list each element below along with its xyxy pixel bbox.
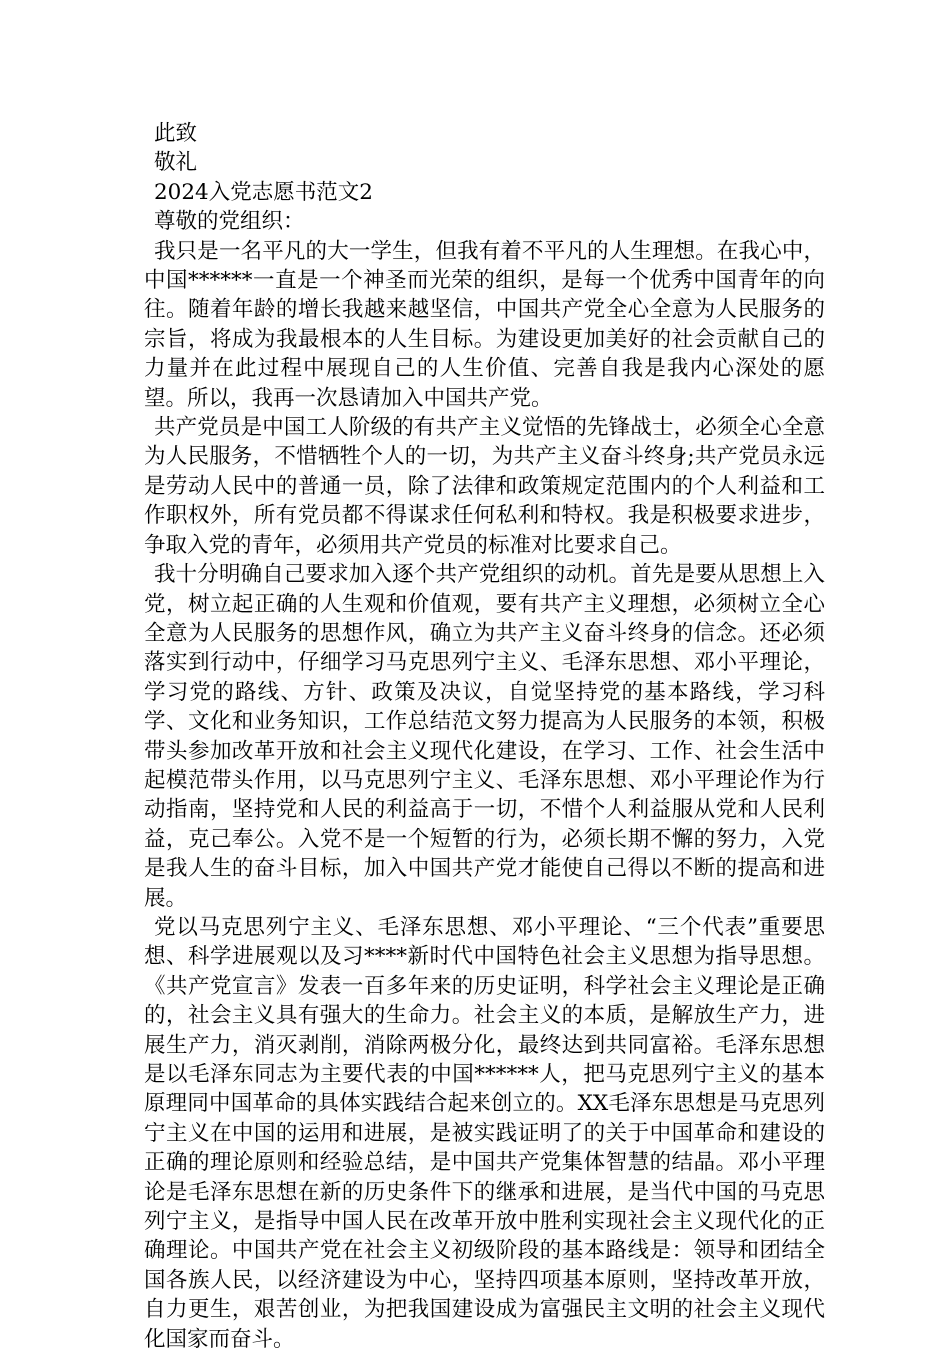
paragraph-2: 共产党员是中国工人阶级的有共产主义觉悟的先锋战士，必须全心全意为人民服务，不惜牺牲个人的一切，为共产主义奋斗终身;共产党员永远是劳动人民中的普通一员，除了法律和政策规定范围内的个人利益和工作职权外，所有党员都不得谋求任何私利和特权。我是积极要求进步，争取入党的青年，必须用共产党员的标准对比要求自己。 (144, 415, 825, 558)
paragraph-3: 我十分明确自己要求加入逐个共产党组织的动机。首先是要从思想上入党，树立起正确的人生观和价值观，要有共产主义理想，必须树立全心全意为人民服务的思想作风，确立为共产主义奋斗终身的信念。还必须落实到行动中，仔细学习马克思列宁主义、毛泽东思想、邓小平理论，学习党的路线、方针、政策及决议，自觉坚持党的基本路线，学习科学、文化和业务知识，工作总结范文努力提高为人民服务的本领，积极带头参加改革开放和社会主义现代化建设，在学习、工作、社会生活中起模范带头作用，以马克思列宁主义、毛泽东思想、邓小平理论作为行动指南，坚持党和人民的利益高于一切，不惜个人利益服从党和人民利益，克己奉公。入党不是一个短暂的行为，必须长期不懈的努力，入党是我人生的奋斗目标，加入中国共产党才能使自己得以不断的提高和进展。 (144, 562, 825, 911)
section-title: 2024入党志愿书范文2 (154, 179, 373, 205)
closing-salutation-1: 此致 (154, 121, 198, 146)
paragraph-1: 我只是一名平凡的大一学生，但我有着不平凡的人生理想。在我心中，中国******一直是一个神圣而光荣的组织，是每一个优秀中国青年的向往。随着年龄的增长我越来越坚信，中国共产党全心全意为人民服务的宗旨，将成为我最根本的人生目标。为建设更加美好的社会贡献自己的力量并在此过程中展现自己的人生价值、完善自我是我内心深处的愿望。所以，我再一次恳请加入中国共产党。 (144, 238, 825, 411)
closing-salutation-2: 敬礼 (154, 150, 198, 176)
document-page (144, 119, 825, 1354)
paragraph-4: 党以马克思列宁主义、毛泽东思想、邓小平理论、“三个代表”重要思想、科学进展观以及习****新时代中国特色社会主义思想为指导思想。《共产党宣言》发表一百多年来的历史证明，科学社会主义理论是正确的，社会主义具有强大的生命力。社会主义的本质，是解放生产力，进展生产力，消灭剥削，消除两极分化，最终达到共同富裕。毛泽东思想是以毛泽东同志为主要代表的中国******人，把马克思列宁主义的基本原理同中国革命的具体实践结合起来创立的。XX毛泽东思想是马克思列宁主义在中国的运用和进展，是被实践证明了的关于中国革命和建设的正确的理论原则和经验总结，是中国共产党集体智慧的结晶。邓小平理论是毛泽东思想在新的历史条件下的继承和进展，是当代中国的马克思列宁主义，是指导中国人民在改革开放中胜利实现社会主义现代化的正确理论。中国共产党在社会主义初级阶段的基本路线是：领导和团结全国各族人民，以经济建设为中心，坚持四项基本原则，坚持改革开放，自力更生，艰苦创业，为把我国建设成为富强民主文明的社会主义现代化国家而奋斗。 (144, 914, 825, 1352)
greeting: 尊敬的党组织： (154, 209, 305, 235)
